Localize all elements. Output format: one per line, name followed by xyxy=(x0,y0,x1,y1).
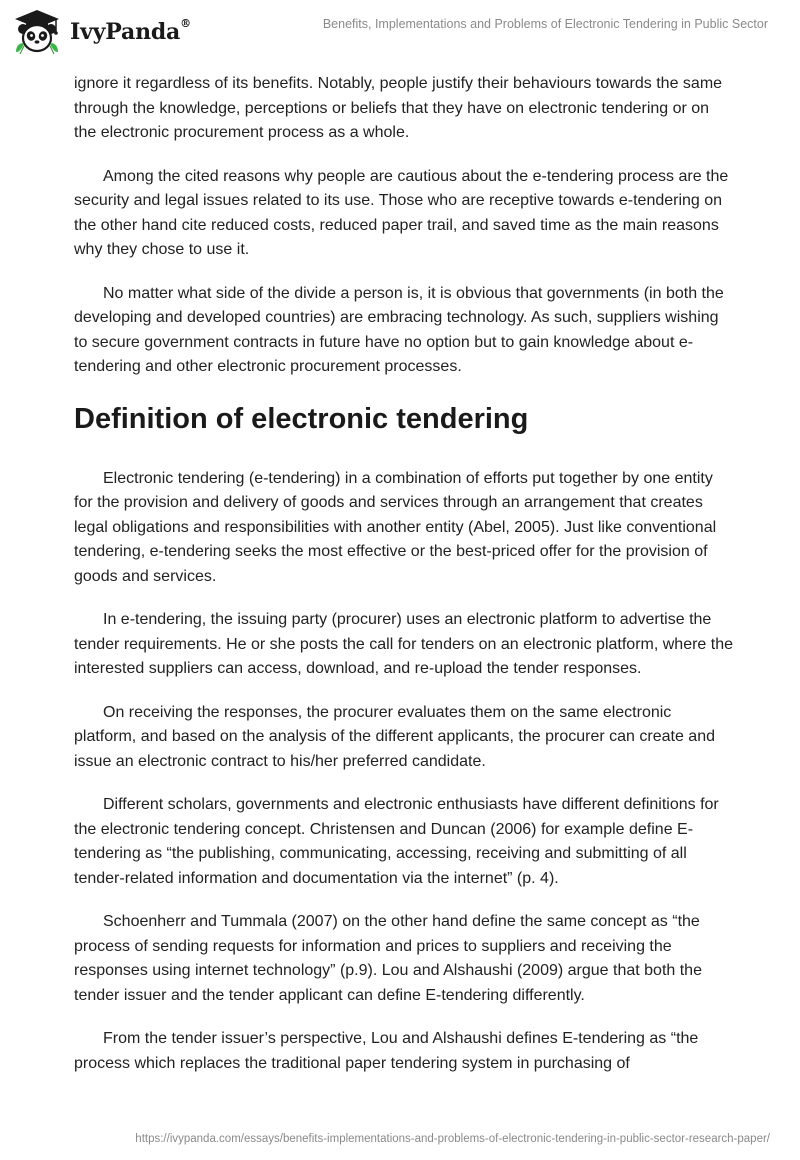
brand-name: IvyPanda® xyxy=(70,17,191,45)
document-title: Benefits, Implementations and Problems of Electronic Tendering in Public Sector xyxy=(322,17,768,31)
paragraph: Among the cited reasons why people are cautious about the e-tendering process are the security and legal issues related to its use. Those who are receptive towards e-tendering on the other hand cite reduced costs, reduced paper trail, and saved time as the main reasons why they chose to use it. xyxy=(74,167,729,258)
page-header xyxy=(0,0,800,66)
paragraph: Schoenherr and Tummala (2007) on the other hand define the same concept as “the process of sending requests for information and prices to suppliers and receiving the responses using internet technology” (p.9). Lou and Alshaushi (2009) argue that both the tender issuer and the tender applicant can define E-tendering differently. xyxy=(74,913,702,1004)
paragraph: From the tender issuer’s perspective, Lou and Alshaushi defines E-tendering as “the process which replaces the traditional paper tendering system in purchasing of xyxy=(74,1030,699,1072)
ivypanda-logo[interactable] xyxy=(12,8,191,56)
paragraph: Electronic tendering (e-tendering) in a combination of efforts put together by one entity for the provision and delivery of goods and services through an arrangement that creates legal obligations and responsibilities with another entity (Abel, 2005). Just like conventional tendering, e-tendering seeks the most effective or the best-priced offer for the provision of goods and services. xyxy=(74,469,717,585)
panda-graduate-icon xyxy=(12,8,62,56)
essay-body xyxy=(74,72,734,1095)
paragraph: On receiving the responses, the procurer evaluates them on the same electronic platform, and based on the analysis of the different applicants, the procurer can create and issue an electronic contract to his/her preferred candidate. xyxy=(74,703,715,770)
paragraph: ignore it regardless of its benefits. Notably, people justify their behaviours towards the same through the knowledge, perceptions or beliefs that they have on electronic tendering or on the electronic procurement process as a whole. xyxy=(74,75,723,141)
paragraph: Different scholars, governments and electronic enthusiasts have different definitions for the electronic tendering concept. Christensen and Duncan (2006) for example define E-tendering as “the publishing, communicating, accessing, receiving and submitting of all tender-related information and documentation via the internet” (p. 4). xyxy=(74,796,719,887)
registered-mark: ® xyxy=(180,17,191,30)
paragraph: No matter what side of the divide a person is, it is obvious that governments (in both the developing and developed countries) are embracing technology. As such, suppliers wishing to secure government contracts in future have no option but to gain knowledge about e-tendering and other electronic procurement processes. xyxy=(74,284,724,375)
footer-url[interactable]: https://ivypanda.com/essays/benefits-implementations-and-problems-of-electronic-tendering-in-public-sector-research-paper/ xyxy=(135,1133,770,1145)
section-heading: Definition of electronic tendering xyxy=(74,402,529,435)
paragraph: In e-tendering, the issuing party (procurer) uses an electronic platform to advertise the tender requirements. He or she posts the call for tenders on an electronic platform, where the interested suppliers can access, download, and re-upload the tender responses. xyxy=(74,611,734,677)
